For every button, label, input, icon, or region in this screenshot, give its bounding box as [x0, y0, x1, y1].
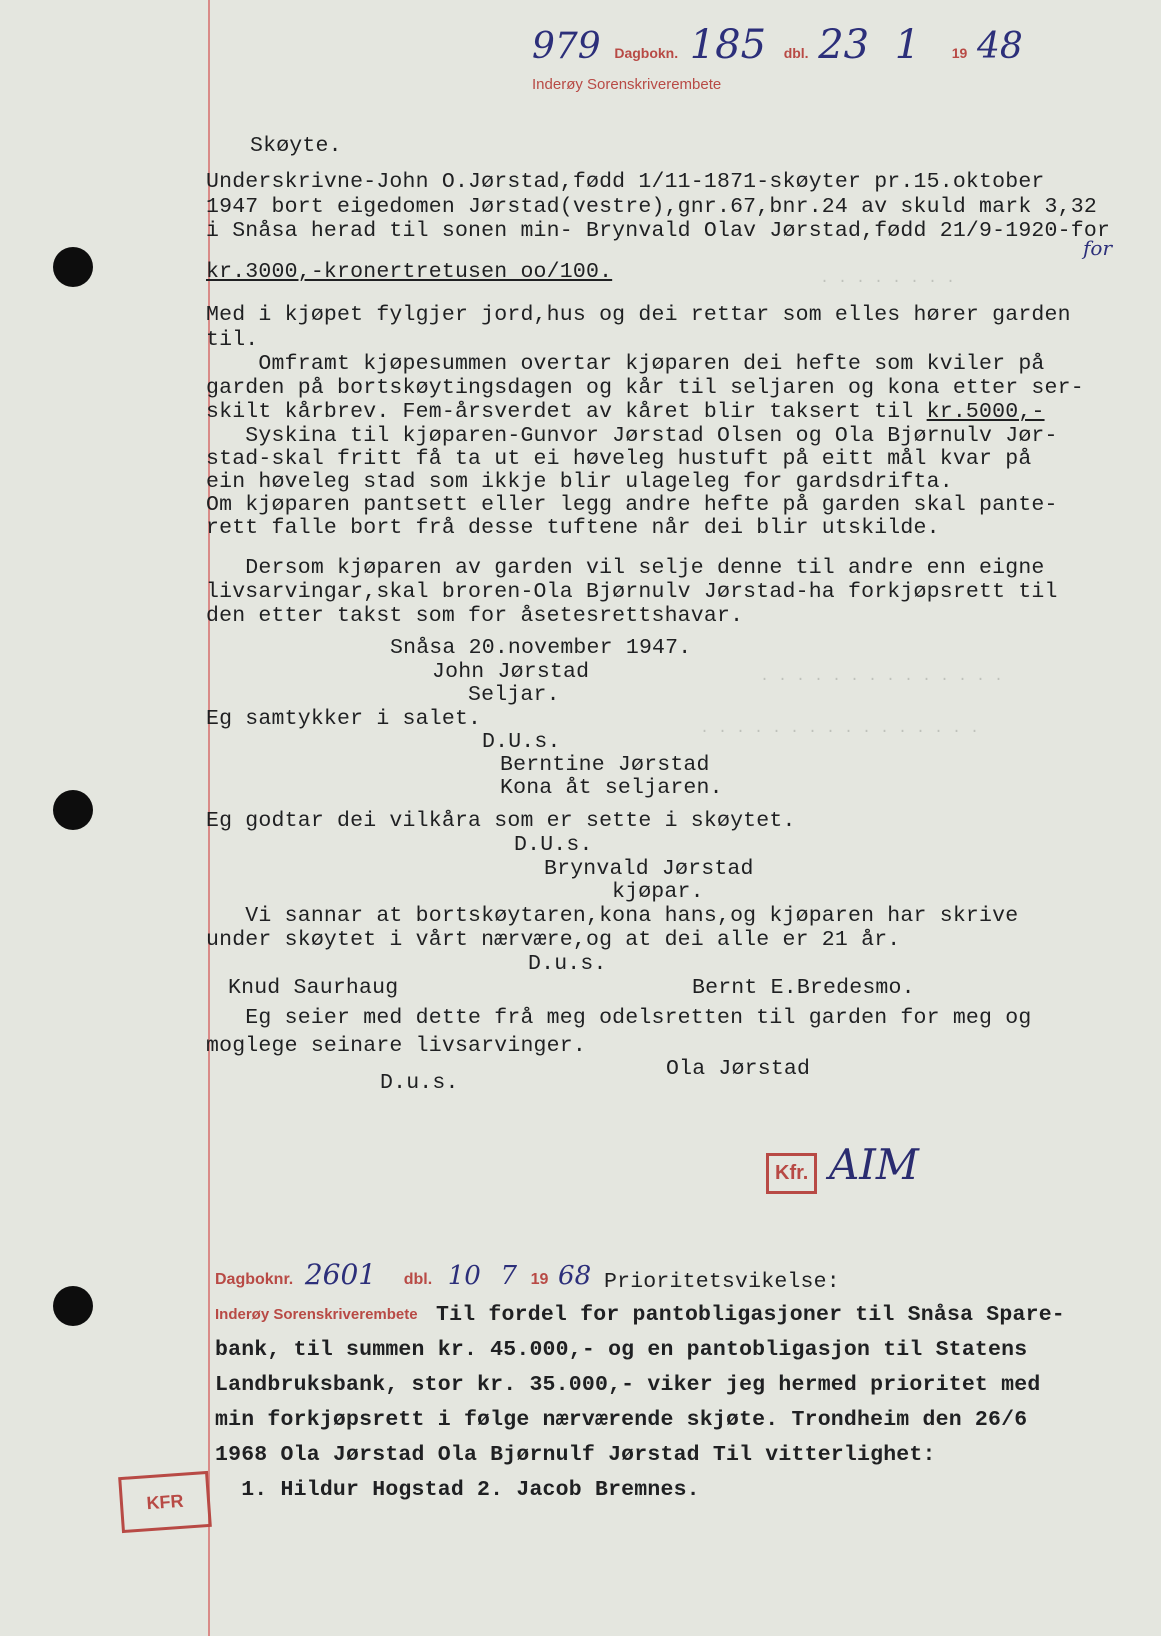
witness-1: Knud Saurhaug	[228, 976, 399, 1000]
deed-line: i Snåsa herad til sonen min- Brynvald Olav Jørstad,fødd 21/9-1920-for	[206, 219, 1111, 243]
deed-line: Syskina til kjøparen-Gunvor Jørstad Olsen og Ola Bjørnulv Jør-	[206, 424, 1058, 448]
date-month: 1	[894, 22, 921, 68]
bleed-through: . . . . . . . . . . . . . . . .	[700, 720, 980, 737]
deed-line: 1947 bort eigedomen Jørstad(vestre),gnr.67,bnr.24 av skuld mark 3,32	[206, 195, 1097, 219]
deed-line: livsarvingar,skal broren-Ola Bjørnulv Jørstad-ha forkjøpsrett til	[206, 580, 1058, 604]
kaar-value: kr.5000,-	[926, 400, 1045, 424]
dus-mark: D.u.s.	[528, 952, 607, 976]
priority-kfr-stamp: KFR	[118, 1471, 212, 1533]
deed-line: rett falle bort frå desse tuftene når dei blir utskilde.	[206, 516, 940, 540]
witness-2: Bernt E.Bredesmo.	[692, 976, 915, 1000]
ola-name: Ola Jørstad	[666, 1057, 811, 1081]
deed-line: Omframt kjøpesummen overtar kjøparen dei hefte som kviler på	[206, 352, 1045, 376]
deed-line: moglege seinare livsarvinger.	[206, 1034, 586, 1058]
journal-number: 979	[532, 26, 601, 67]
deed-line: Om kjøparen pantsett eller legg andre hefte på garden skal pante-	[206, 493, 1058, 517]
priority-line: min forkjøpsrett i følge nærværende skjøte. Trondheim den 26/6	[215, 1408, 1028, 1432]
price-line: kr.3000,-kronertretusen oo/100.	[206, 260, 613, 284]
priority-line: Til fordel for pantobligasjoner til Snåsa Spare-	[436, 1303, 1065, 1327]
punch-hole	[53, 247, 93, 287]
deed-line: Med i kjøpet fylgjer jord,hus og dei rettar som elles hører garden	[206, 303, 1071, 327]
seller-name: John Jørstad	[432, 660, 590, 684]
deed-line: til.	[206, 328, 259, 352]
kfr-stamp	[766, 1140, 919, 1194]
priority-line: bank, til summen kr. 45.000,- og en pantobligasjon til Statens	[215, 1338, 1028, 1362]
wife-name: Berntine Jørstad	[500, 753, 710, 777]
dus-mark: D.U.s.	[482, 730, 561, 754]
year-prefix-stamp: 19	[951, 45, 968, 61]
priority-year: 68	[558, 1261, 592, 1291]
deed-line: skilt kårbrev. Fem-årsverdet av kåret blir taksert til	[206, 400, 927, 424]
dbl-stamp: dbl.	[783, 45, 809, 61]
wife-role: Kona åt seljaren.	[500, 776, 723, 800]
kaar-line	[206, 400, 1045, 424]
punch-hole	[53, 1286, 93, 1326]
year-prefix-stamp: 19	[530, 1271, 549, 1288]
priority-header	[215, 1258, 591, 1298]
priority-journal-no: 2601	[304, 1258, 377, 1291]
deed-line: Eg seier med dette frå meg odelsretten til garden for meg og	[206, 1006, 1032, 1030]
office-stamp: Inderøy Sorenskriverembete	[215, 1306, 418, 1323]
buyer-role: kjøpar.	[612, 880, 704, 904]
deed-line: ein høveleg stad som ikkje blir ulageleg for gardsdrifta.	[206, 470, 953, 494]
deed-line: Underskrivne-John O.Jørstad,fødd 1/11-1871-skøyter pr.15.oktober	[206, 170, 1045, 194]
deed-line: stad-skal fritt få ta ut ei høveleg hustuft på eitt mål kvar på	[206, 447, 1032, 471]
bleed-through: . . . . . . . .	[820, 270, 956, 287]
priority-line: Landbruksbank, stor kr. 35.000,- viker jeg hermed prioritet med	[215, 1373, 1041, 1397]
consent-text: Eg samtykker i salet.	[206, 707, 482, 731]
seller-role: Seljar.	[468, 683, 560, 707]
handwritten-correction: for	[1083, 236, 1113, 260]
book-number: 185	[689, 22, 767, 68]
buyer-accept: Eg godtar dei vilkåra som er sette i skøytet.	[206, 809, 796, 833]
dagbok-stamp: Dagbokn.	[614, 45, 679, 61]
kfr-stamp-label: Kfr.	[766, 1153, 817, 1194]
dagbok-stamp: Dagboknr.	[215, 1271, 294, 1288]
priority-day: 10	[447, 1261, 481, 1291]
deed-line: Dersom kjøparen av garden vil selje denne til andre enn eigne	[206, 556, 1045, 580]
year-hand: 48	[976, 26, 1023, 67]
dbl-stamp: dbl.	[403, 1271, 433, 1288]
office-stamp: Inderøy Sorenskriverembete	[532, 76, 722, 93]
buyer-name: Brynvald Jørstad	[544, 857, 754, 881]
priority-line: 1. Hildur Hogstad 2. Jacob Bremnes.	[215, 1478, 700, 1502]
priority-month: 7	[500, 1261, 518, 1291]
deed-title: Skøyte.	[250, 134, 342, 158]
deed-line: garden på bortskøytingsdagen og kår til seljaren og kona etter ser-	[206, 376, 1084, 400]
deed-line: Vi sannar at bortskøytaren,kona hans,og kjøparen har skrive	[206, 904, 1019, 928]
punch-hole	[53, 790, 93, 830]
dus-mark: D.U.s.	[514, 833, 593, 857]
place-date: Snåsa 20.november 1947.	[390, 636, 692, 660]
deed-line: den etter takst som for åsetesrettshavar.	[206, 604, 744, 628]
bleed-through: . . . . . . . . . . . . . .	[760, 668, 1004, 685]
date-day: 23	[818, 22, 870, 68]
header-line	[532, 22, 1023, 72]
deed-line: under skøytet i vårt nærvære,og at dei alle er 21 år.	[206, 928, 901, 952]
priority-line: 1968 Ola Jørstad Ola Bjørnulf Jørstad Til vitterlighet:	[215, 1443, 936, 1467]
priority-title: Prioritetsvikelse:	[604, 1270, 840, 1294]
dus-mark: D.u.s.	[380, 1071, 459, 1095]
kfr-initials: AIM	[828, 1140, 919, 1189]
